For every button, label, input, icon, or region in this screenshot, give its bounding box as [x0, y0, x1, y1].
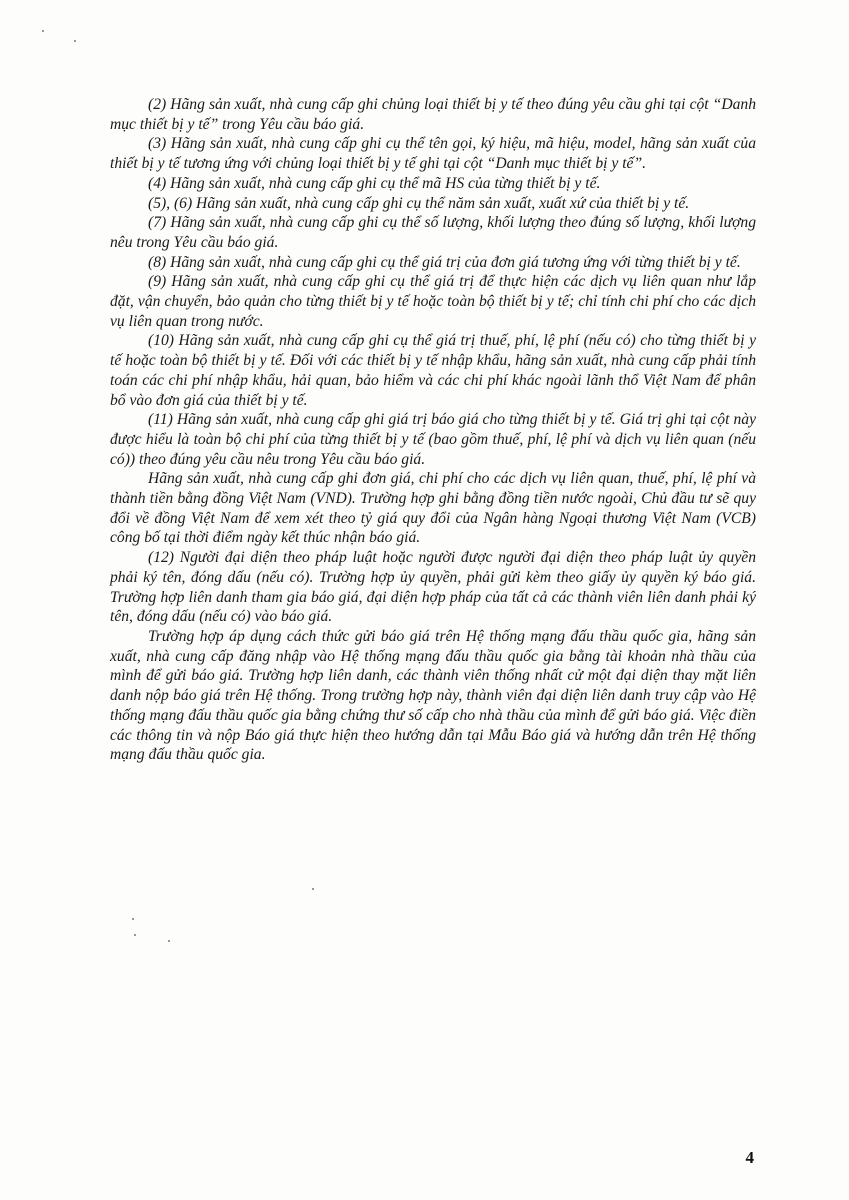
- paragraph-7: (7) Hãng sản xuất, nhà cung cấp ghi cụ thể số lượng, khối lượng theo đúng số lượng, khối lượng nêu trong Yêu cầu báo giá.: [110, 214, 756, 251]
- scan-speck: [312, 888, 314, 890]
- page-number: 4: [745, 1148, 754, 1167]
- paragraph-11: (11) Hãng sản xuất, nhà cung cấp ghi giá trị báo giá cho từng thiết bị y tế. Giá trị ghi tại cột này được hiểu là toàn bộ chi phí của từng thiết bị y tế (bao gồm thuế, phí, lệ phí và dịch vụ liên quan (nếu có)) theo đúng yêu cầu nêu trong Yêu cầu báo giá.: [110, 411, 756, 468]
- paragraph-2: (2) Hãng sản xuất, nhà cung cấp ghi chủng loại thiết bị y tế theo đúng yêu cầu ghi tại cột “Danh mục thiết bị y tế” trong Yêu cầu báo giá.: [110, 96, 756, 133]
- paragraph-3: (3) Hãng sản xuất, nhà cung cấp ghi cụ thể tên gọi, ký hiệu, mã hiệu, model, hãng sản xuất của thiết bị y tế tương ứng với chủng loại thiết bị y tế ghi tại cột “Danh mục thiết bị y tế”.: [110, 135, 756, 173]
- scan-speck: [42, 30, 44, 32]
- scan-speck: [74, 40, 76, 42]
- paragraph-12: (12) Người đại diện theo pháp luật hoặc người được người đại diện theo pháp luật ủy quyền phải ký tên, đóng dấu (nếu có). Trường hợp ủy quyền, phải gửi kèm theo giấy ủy quyền ký báo giá. Trường hợp liên danh tham gia báo giá, đại diện hợp pháp của tất cả các thành viên liên danh phải ký tên, đóng dấu (nếu có) vào báo giá.: [110, 549, 756, 626]
- scan-speck: [134, 934, 136, 936]
- paragraph-4: (4) Hãng sản xuất, nhà cung cấp ghi cụ thể mã HS của từng thiết bị y tế.: [148, 174, 601, 192]
- paragraph-8: (8) Hãng sản xuất, nhà cung cấp ghi cụ thể giá trị của đơn giá tương ứng với từng thiết bị y tế.: [148, 253, 741, 271]
- paragraph-online-submission: Trường hợp áp dụng cách thức gửi báo giá trên Hệ thống mạng đấu thầu quốc gia, hãng sản xuất, nhà cung cấp đăng nhập vào Hệ thống mạng đấu thầu quốc gia bằng tài khoản nhà thầu của mình để gửi báo giá. Trường hợp liên danh, các thành viên thống nhất cử một đại diện thay mặt liên danh nộp báo giá trên Hệ thống. Trong trường hợp này, thành viên đại diện liên danh truy cập vào Hệ thống mạng đấu thầu quốc gia bằng chứng thư số cấp cho nhà thầu của mình để gửi báo giá. Việc điền các thông tin và nộp Báo giá thực hiện theo hướng dẫn tại Mẫu Báo giá và hướng dẫn trên Hệ thống mạng đấu thầu quốc gia.: [110, 627, 756, 764]
- paragraph-currency-note: Hãng sản xuất, nhà cung cấp ghi đơn giá, chi phí cho các dịch vụ liên quan, thuế, phí, lệ phí và thành tiền bằng đồng Việt Nam (VND). Trường hợp ghi bằng đồng tiền nước ngoài, Chủ đầu tư sẽ quy đổi về đồng Việt Nam để xem xét theo tỷ giá quy đổi của Ngân hàng Ngoại thương Việt Nam (VCB) công bố tại thời điểm ngày kết thúc nhận báo giá.: [110, 470, 756, 547]
- scan-speck: [132, 918, 134, 920]
- document-body: [110, 95, 756, 765]
- paragraph-5-6: (5), (6) Hãng sản xuất, nhà cung cấp ghi cụ thể năm sản xuất, xuất xứ của thiết bị y tế.: [148, 194, 690, 212]
- paragraph-10: (10) Hãng sản xuất, nhà cung cấp ghi cụ thể giá trị thuế, phí, lệ phí (nếu có) cho từng thiết bị y tế hoặc toàn bộ thiết bị y tế. Đối với các thiết bị y tế nhập khẩu, hãng sản xuất, nhà cung cấp phải tính toán các chi phí nhập khẩu, hải quan, bảo hiểm và các chi phí khác ngoài lãnh thổ Việt Nam để phân bổ vào đơn giá của thiết bị y tế.: [110, 332, 756, 409]
- paragraph-9: (9) Hãng sản xuất, nhà cung cấp ghi cụ thể giá trị để thực hiện các dịch vụ liên quan như lắp đặt, vận chuyển, bảo quản cho từng thiết bị y tế hoặc toàn bộ thiết bị y tế; chỉ tính chi phí cho các dịch vụ liên quan trong nước.: [110, 273, 756, 330]
- scan-speck: [168, 940, 170, 942]
